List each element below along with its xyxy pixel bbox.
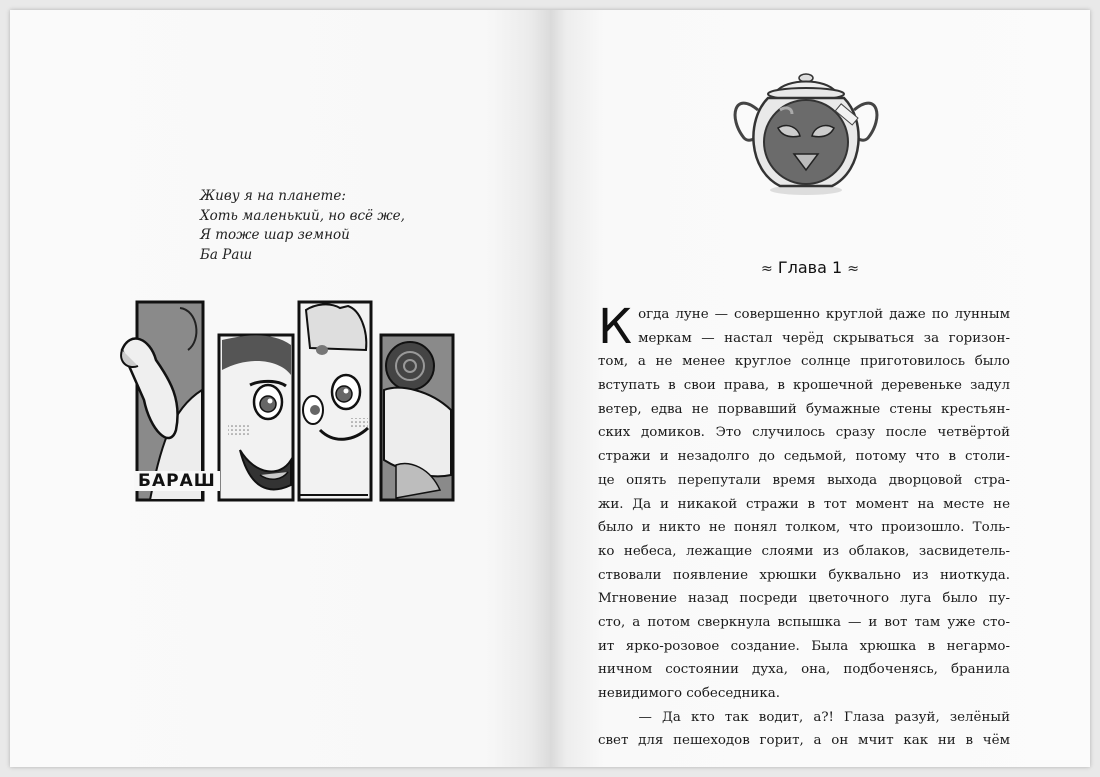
chapter-heading [740, 258, 880, 277]
text-line: свет для пешеходов горит, а он мчит как ни в чём [598, 733, 1010, 749]
epigraph-line: Живу я на планете: [200, 188, 346, 204]
text-line: меркам — настал черёд скрываться за горизон- [638, 330, 1010, 346]
text-line: ветер, едва не порвавший бумажные стены крестьян- [598, 401, 1010, 417]
text-line: жи. Да и никакой стражи в тот момент на месте не [598, 496, 1010, 512]
text-line: ко небеса, лежащие слоями из облаков, засвидетель- [598, 543, 1010, 559]
teapot-illustration [726, 70, 886, 200]
epigraph-author: Ба Раш [200, 246, 253, 263]
illustration-panel [219, 335, 293, 500]
text-line: це опять перепутали время выхода дворцовой стра- [598, 472, 1010, 488]
text-line: сто, а потом сверкнула вспышка — и вот там уже сто- [598, 614, 1010, 630]
drop-cap: К [598, 299, 633, 355]
text-line: ит ярко-розовое создание. Была хрюшка в негармо- [598, 638, 1010, 654]
epigraph [200, 187, 405, 265]
right-ornament-icon: ≈ [847, 261, 859, 277]
text-line: — Да кто так водит, а?! Глаза разуй, зелёный [598, 709, 1010, 725]
illustration-panel [299, 302, 371, 500]
chapter-body [598, 299, 1010, 753]
text-line: было и никто не понял толком, что произошло. Толь- [598, 520, 1010, 536]
left-ornament-icon: ≈ [761, 261, 773, 277]
chapter-title: Глава 1 [777, 258, 843, 277]
character-name-label: БАРАШ [134, 471, 220, 491]
text-line: огда луне — совершенно круглой даже по лунным [638, 307, 1010, 322]
text-line: Мгновение назад посреди цветочного луга было пу- [598, 591, 1010, 607]
text-line: ствовали появление хрюшки буквально из ниоткуда. [598, 567, 1010, 583]
text-line: ничном состоянии духа, она, подбоченясь, бранила [598, 662, 1010, 678]
illustration-panel [381, 335, 453, 500]
text-line: том, а не менее круглое солнце приготовилось было [598, 354, 1010, 370]
epigraph-line: Я тоже шар земной [200, 227, 350, 243]
text-line: стражи и незадолго до седьмой, потому что в столи- [598, 449, 1010, 465]
text-line: ских домиков. Это случилось сразу после четвёртой [598, 425, 1010, 441]
text-line: невидимого собеседника. [598, 686, 780, 701]
text-line: вступать в свои права, в крошечной деревеньке задул [598, 378, 1010, 394]
epigraph-line: Хоть маленький, но всё же, [200, 207, 405, 224]
